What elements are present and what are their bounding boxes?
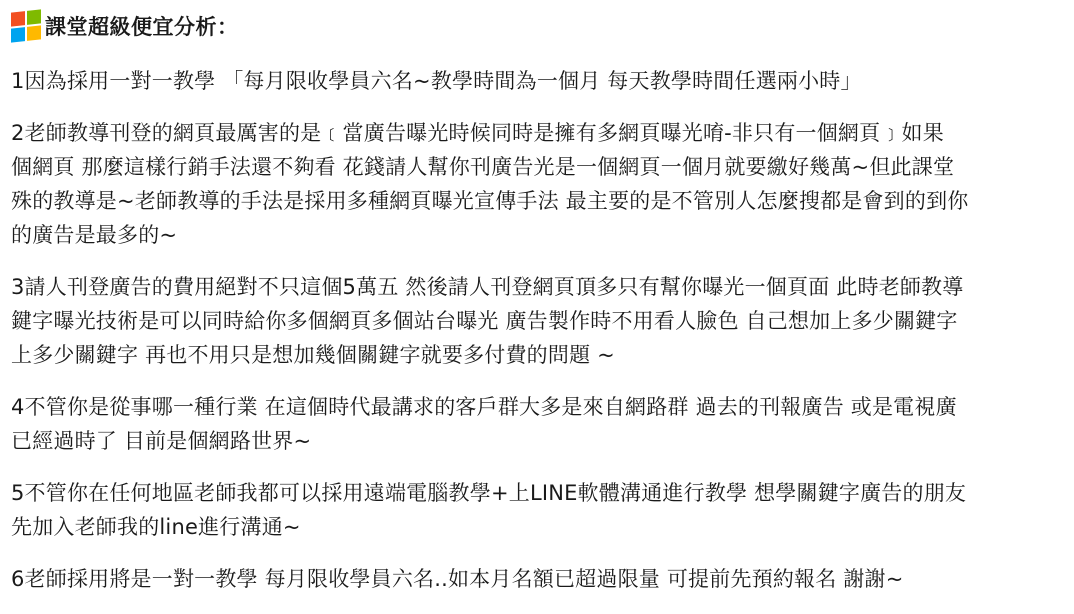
paragraph-line: 鍵字曝光技術是可以同時給你多個網頁多個站台曝光 廣告製作時不用看人臉色 自己想加上多少關鍵字 [11,309,958,333]
paragraph-line: 2老師教導刊登的網頁最厲害的是﹝當廣告曝光時候同時是擁有多網頁曝光唷-非只有一個網頁﹞如果 [11,121,944,145]
paragraph-2 [11,116,1074,252]
paragraph-6 [11,562,1074,596]
paragraph-line: 6老師採用將是一對一教學 每月限收學員六名..如本月名額已超過限量 可提前先預約報名 謝謝~ [11,567,904,591]
article-body [11,64,1074,614]
paragraph-line: 5不管你在任何地區老師我都可以採用遠端電腦教學+上LINE軟體溝通進行教學 想學關鍵字廣告的朋友 [11,481,967,505]
windows-flag-icon [11,9,41,42]
paragraph-line: 1因為採用一對一教學 「每月限收學員六名~教學時間為一個月 每天教學時間任選兩小時」 [11,69,862,93]
paragraph-4 [11,390,1074,458]
paragraph-line: 4不管你是從事哪一種行業 在這個時代最講求的客戶群大多是來自網路群 過去的刊報廣告 或是電視廣 [11,395,957,419]
paragraph-1 [11,64,1074,98]
paragraph-3 [11,270,1074,372]
flag-red-pane [11,11,25,26]
page-title: 課堂超級便宜分析： [45,15,239,39]
paragraph-line: 3請人刊登廣告的費用絕對不只這個5萬五 然後請人刊登網頁頂多只有幫你曝光一個頁面 此時老師教導 [11,275,964,299]
paragraph-line: 上多少關鍵字 再也不用只是想加幾個關鍵字就要多付費的問題 ~ [11,343,615,367]
heading [11,9,239,43]
flag-yellow-pane [27,25,41,40]
paragraph-line: 殊的教導是~老師教導的手法是採用多種網頁曝光宣傳手法 最主要的是不管別人怎麼搜都是會到的到你 [11,189,969,213]
paragraph-line: 的廣告是最多的~ [11,223,178,247]
paragraph-line: 先加入老師我的line進行溝通~ [11,515,301,539]
paragraph-line: 已經過時了 目前是個網路世界~ [11,429,312,453]
flag-blue-pane [11,27,25,42]
paragraph-line: 個網頁 那麼這樣行銷手法還不夠看 花錢請人幫你刊廣告光是一個網頁一個月就要繳好幾萬~但此課堂 [11,155,955,179]
flag-green-pane [27,9,41,24]
paragraph-5 [11,476,1074,544]
